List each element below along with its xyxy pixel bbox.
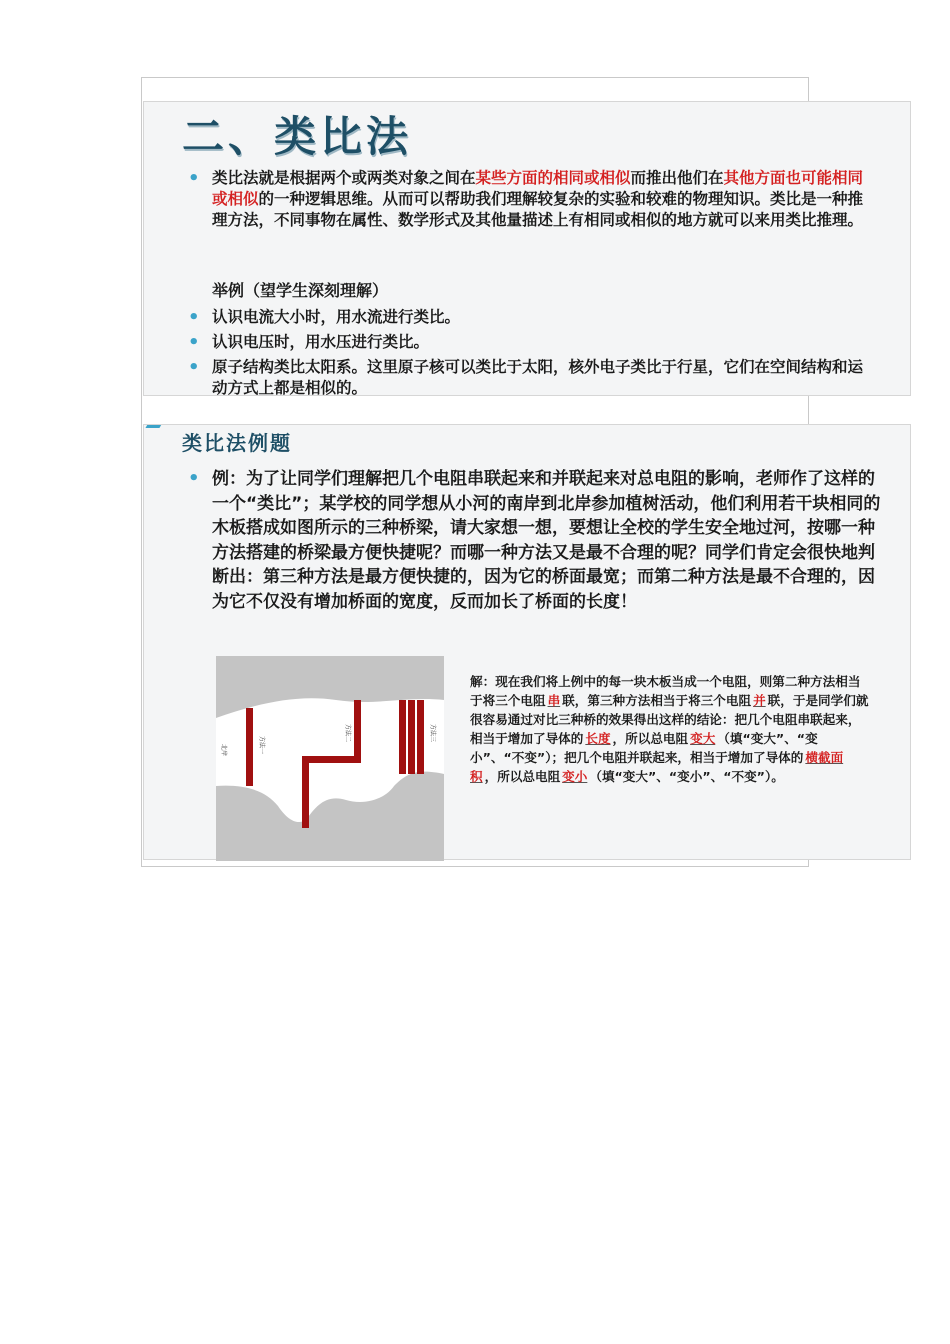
examples-list: [184, 307, 874, 403]
answer-part: （填“变大”、“变小”、“不变”）；把几个电阻并联起来，相当于增加了导体的: [470, 731, 818, 765]
intro-text-1: 类比法就是根据两个或两类对象之间在: [212, 169, 476, 187]
slide-analogy-method: [143, 101, 911, 396]
example-list: [184, 467, 884, 618]
label-north-bank: 北岸: [220, 744, 227, 757]
answer-part: 解：现在我们将上例中的每一块木板当成一个电阻，则第二种方法相当于将三个电阻: [470, 674, 861, 708]
answer-part: ，所以总电阻: [484, 769, 561, 784]
intro-highlight-2: 其他方面也可能相同或相似: [212, 169, 864, 208]
answer-blank-length: 长度: [585, 731, 611, 746]
intro-text-2: 而推出他们在: [630, 169, 724, 187]
slide-title: 二、类比法: [182, 112, 413, 161]
intro-bullet: [184, 168, 874, 231]
examples-heading: 举例（望学生深刻理解）: [212, 281, 389, 300]
slide-analogy-example: [143, 424, 911, 860]
answer-blank-parallel: 并: [753, 693, 766, 708]
answer-part: 联，于是同学们就很容易通过对比三种桥的效果得出这样的结论：把几个电阻串联起来，相当于增加了导体的: [470, 693, 869, 746]
answer-blank-area: 横截面积: [470, 750, 844, 784]
answer-blank-decrease: 变小: [562, 769, 588, 784]
example-item: • 认识电流大小时，用水流进行类比。: [184, 307, 874, 328]
plank-method3-b: [408, 700, 415, 774]
answer-part: 联，第三种方法相当于将三个电阻: [562, 693, 752, 708]
answer-part: （填“变大”、“变小”、“不变”）。: [589, 769, 784, 784]
bridge-diagram: [216, 656, 444, 861]
answer-blank-increase: 变大: [690, 731, 716, 746]
intro-list: [184, 168, 874, 235]
plank-method2-a: [302, 756, 309, 828]
plank-method2-b: [302, 756, 354, 763]
label-method2: 方法二: [344, 724, 351, 743]
answer-text: [470, 672, 870, 786]
example-item: • 原子结构类比太阳系。这里原子核可以类比于太阳，核外电子类比于行星，它们在空间结构和运动方式上都是相似的。: [184, 357, 874, 399]
intro-highlight-1: 某些方面的相同或相似: [475, 169, 631, 187]
plank-method3-a: [399, 700, 406, 774]
plank-method2-c: [354, 700, 361, 763]
corner-accent: [141, 425, 161, 436]
plank-method1: [246, 708, 253, 786]
example-item: • 认识电压时，用水压进行类比。: [184, 332, 874, 353]
answer-blank-series: 串: [547, 693, 561, 708]
intro-text-3: 的一种逻辑思维。从而可以帮助我们理解较复杂的实验和较难的物理知识。类比是一种推理方法，不同事物在属性、数学形式及其他量描述上有相同或相似的地方就可以来用类比推理。: [212, 190, 864, 229]
label-method3: 方法三: [429, 724, 436, 743]
slide-title: 类比法例题: [182, 431, 292, 455]
answer-part: ，所以总电阻: [612, 731, 689, 746]
example-paragraph: • 例：为了让同学们理解把几个电阻串联起来和并联起来对总电阻的影响，老师作了这样的一个“类比”；某学校的同学想从小河的南岸到北岸参加植树活动，他们利用若干块相同的木板搭成如图所示的三种桥梁，请大家想一想，要想让全校的学生安全地过河，按哪一种方法搭建的桥梁最方便快捷呢？而哪一种方法又是最不合理的呢？同学们肯定会很快地判断出：第三种方法是最方便快捷的，因为它的桥面最宽；而第二种方法是最不合理的，因为它不仅没有增加桥面的宽度，反而加长了桥面的长度！: [184, 467, 884, 614]
plank-method3-c: [417, 700, 424, 774]
label-method1: 方法一: [258, 736, 265, 755]
